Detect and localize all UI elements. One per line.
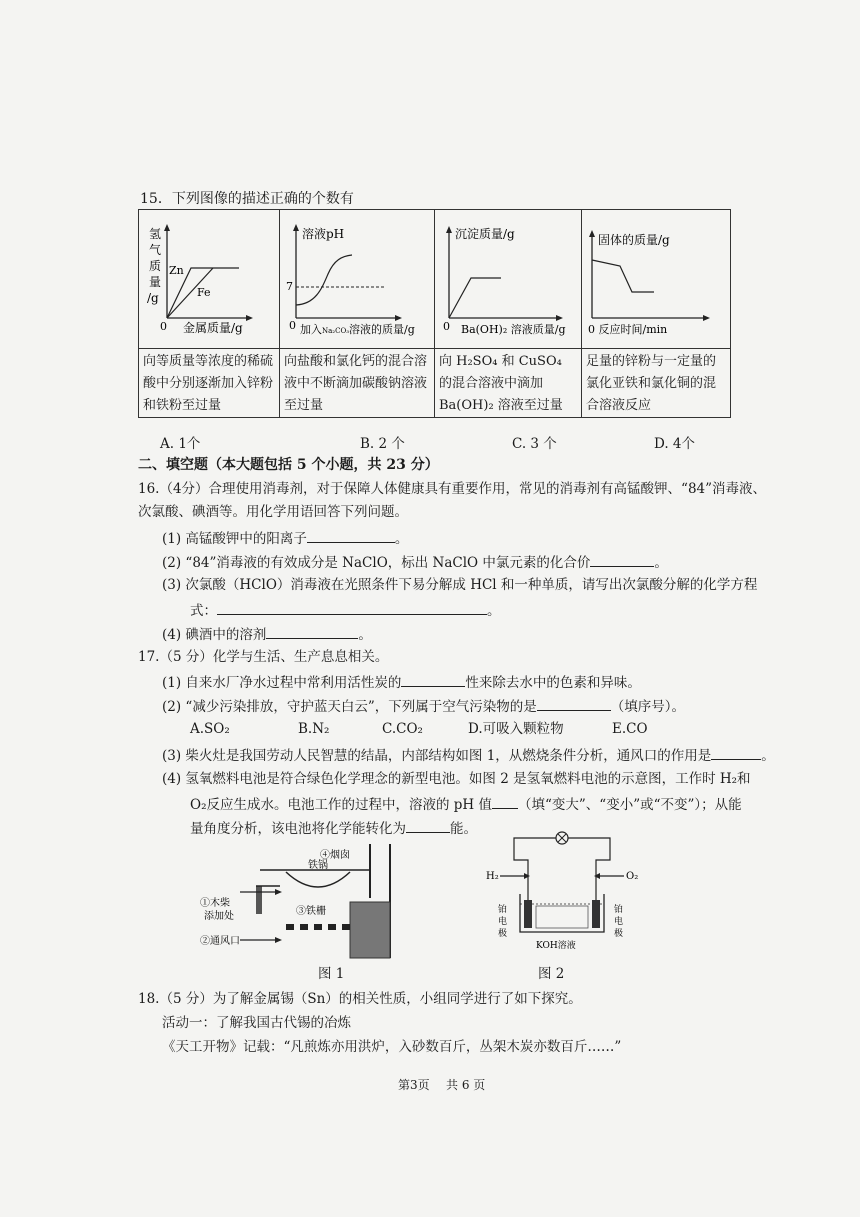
q17-p3-text: (3) 柴火灶是我国劳动人民智慧的结晶，内部结构如图 1，从燃烧条件分析，通风口的作用是	[162, 748, 712, 764]
fig2-o2-label: O₂	[626, 871, 639, 882]
q16-stem-2: 次氯酸、碘酒等。用化学用语回答下列问题。	[138, 504, 408, 520]
fig1-vent-label: ②通风口	[200, 936, 240, 947]
g2-origin: 0	[289, 319, 296, 332]
q16-part-3b	[190, 600, 501, 620]
g3-xlabel: Ba(OH)₂ 溶液质量/g	[461, 323, 566, 336]
fig1-pot-label: 铁锅	[308, 860, 328, 871]
q18-stem: 18.（5 分）为了解金属锡（Sn）的相关性质，小组同学进行了如下探究。	[138, 991, 582, 1007]
fig2-pl1-1: 电	[498, 917, 508, 927]
q15-option-c: C. 3 个	[512, 436, 557, 452]
q17-p4b1: O₂反应生成水。电池工作的过程中，溶液的 pH 值	[190, 797, 492, 813]
q17-p4b2: （填“变大”、“变小”或“不变”）；从能	[517, 797, 742, 813]
q15-graph-table	[138, 209, 731, 418]
q17-part-3	[162, 745, 775, 765]
fig2-pl2-2: 极	[614, 929, 624, 939]
figure-1-caption: 图 1	[318, 966, 345, 982]
q17-choice-c: C.CO₂	[382, 721, 423, 737]
q17-part-4b	[190, 794, 742, 814]
q16-p2-text: (2) “84”消毒液的有效成分是 NaClO，标出 NaClO 中氯元素的化合价	[162, 555, 591, 571]
q16-part-2	[162, 552, 668, 572]
q16-part-3a: (3) 次氯酸（HClO）消毒液在光照条件下易分解成 HCl 和一种单质，请写出次氯酸分解的化学方程	[162, 577, 758, 593]
graph-1	[139, 210, 279, 348]
q17-part-4a: (4) 氢氧燃料电池是符合绿色化学理念的新型电池。如图 2 是氢氧燃料电池的示意图，工作时 H₂和	[162, 771, 751, 787]
g2-ref-7: 7	[286, 280, 293, 293]
q17-part-4c	[190, 818, 477, 838]
fig1-wood-label-1: ①木柴	[200, 898, 230, 909]
q15-option-b: B. 2 个	[360, 436, 405, 452]
g3-origin: 0	[443, 320, 450, 333]
graph-4-desc: 足量的锌粉与一定量的氯化亚铁和氯化铜的混合溶液反应	[586, 354, 717, 413]
q18-quote: 《天工开物》记载：“凡煎炼亦用洪炉，入砂数百斤，丛架木炭亦数百斤……”	[162, 1039, 622, 1055]
graph-3	[435, 210, 581, 348]
g4-ylabel: 固体的质量/g	[598, 233, 670, 247]
graph-1-svg	[139, 210, 279, 348]
fig2-pl1-0: 铂	[498, 905, 508, 915]
figure-1-svg	[200, 840, 410, 962]
q17-p2a: (2) “减少污染排放，守护蓝天白云”，下列属于空气污染物的是	[162, 699, 537, 715]
fig1-wood-label-2: 添加处	[204, 911, 234, 922]
graph-1-desc: 向等质量等浓度的稀硫酸中分别逐渐加入锌粉和铁粉至过量	[143, 354, 274, 413]
g1-origin: 0	[160, 320, 167, 333]
figure-1	[200, 840, 410, 966]
q17-choice-a: A.SO₂	[190, 721, 230, 737]
q16-p4-blank[interactable]	[266, 624, 358, 639]
graph-3-desc: 向 H₂SO₄ 和 CuSO₄ 的混合溶液中滴加 Ba(OH)₂ 溶液至过量	[439, 354, 563, 413]
footer-page: 第3页	[398, 1078, 430, 1092]
q17-p4c1: 量角度分析，该电池将化学能转化为	[190, 821, 406, 837]
footer-total: 共 6 页	[446, 1078, 486, 1092]
graph-4	[582, 210, 730, 348]
graph-4-svg	[582, 210, 730, 348]
g1-fe-label: Fe	[197, 286, 211, 299]
q17-choice-e: E.CO	[612, 721, 648, 737]
q17-p4-blank-2[interactable]	[406, 818, 450, 833]
q17-p3-period: 。	[761, 748, 775, 764]
g1-ylabel-1: 气	[149, 243, 162, 257]
q16-stem-1: 16.（4分）合理使用消毒剂，对于保障人体健康具有重要作用，常见的消毒剂有高锰酸钾、“84”消毒液、	[138, 481, 767, 497]
q15-option-d: D. 4个	[654, 436, 696, 452]
g1-ylabel-0: 氢	[149, 227, 162, 241]
g1-ylabel-4: /g	[147, 291, 159, 305]
g2-xlabel	[300, 322, 415, 336]
q17-part-2	[162, 696, 685, 716]
g1-xlabel: 金属质量/g	[183, 321, 243, 335]
q16-p4-period: 。	[358, 627, 372, 643]
fig2-pl2-1: 电	[614, 917, 624, 927]
graph-2	[280, 210, 434, 348]
graph-2-desc: 向盐酸和氯化钙的混合溶液中不断滴加碳酸钠溶液至过量	[284, 354, 428, 413]
g2-xlabel-pre: 加入	[300, 323, 322, 336]
q16-p1-period: 。	[394, 531, 409, 547]
q18-activity-1: 活动一：了解我国古代锡的冶炼	[162, 1015, 351, 1031]
q16-p1-text: (1) 高锰酸钾中的阳离子	[162, 531, 307, 547]
g3-ylabel: 沉淀质量/g	[455, 227, 515, 241]
q15-option-a: A. 1个	[160, 436, 201, 452]
q17-p1-blank[interactable]	[401, 672, 465, 687]
fig2-pl2-0: 铂	[614, 905, 624, 915]
fig2-h2-label: H₂	[486, 871, 499, 882]
g1-ylabel-2: 质	[149, 259, 162, 273]
figure-2-caption: 图 2	[538, 966, 565, 982]
graph-2-svg	[280, 210, 434, 348]
q17-p3-blank[interactable]	[711, 745, 761, 760]
q17-p1a: (1) 自来水厂净水过程中常利用活性炭的	[162, 675, 402, 691]
q16-p2-blank[interactable]	[590, 552, 654, 567]
fig1-chimney-label: ④烟囱	[320, 850, 350, 861]
q17-choice-d: D.可吸入颗粒物	[468, 721, 564, 737]
q16-p2-period: 。	[654, 555, 668, 571]
q17-p1b: 性来除去水中的色素和异味。	[465, 675, 641, 691]
fig1-grate-label: ③铁栅	[296, 906, 326, 917]
graph-3-svg	[435, 210, 581, 348]
q17-p4c2: 能。	[450, 821, 477, 837]
q16-p3b-text: 式：	[190, 603, 217, 619]
q16-part-1	[162, 528, 408, 548]
figure-2-svg	[484, 830, 644, 956]
q16-p3-blank[interactable]	[217, 600, 487, 615]
g4-xlabel: 0 反应时间/min	[588, 323, 668, 336]
g2-xlabel-sub: Na₂CO₃	[322, 327, 350, 335]
g2-ylabel: 溶液pH	[302, 227, 345, 241]
q17-stem: 17.（5 分）化学与生活、生产息息相关。	[138, 649, 389, 665]
q15-stem: 15．下列图像的描述正确的个数有	[140, 191, 354, 207]
q17-part-1	[162, 672, 641, 692]
g2-xlabel-post: 溶液的质量/g	[349, 323, 415, 336]
figure-2	[484, 830, 644, 960]
q16-p4-text: (4) 碘酒中的溶剂	[162, 627, 267, 643]
g1-ylabel-3: 量	[149, 275, 162, 289]
fig2-koh-label: KOH溶液	[536, 941, 576, 951]
q17-choice-b: B.N₂	[298, 721, 330, 737]
q16-p3-period: 。	[487, 603, 501, 619]
q16-p1-blank[interactable]	[307, 528, 395, 543]
q16-part-4	[162, 624, 372, 644]
fig2-pl1-2: 极	[498, 929, 508, 939]
q17-p2-blank[interactable]	[537, 696, 611, 711]
g1-zn-label: Zn	[169, 264, 184, 277]
section-2-heading: 二、填空题（本大题包括 5 个小题，共 23 分）	[138, 457, 439, 473]
q17-p2b: （填序号）。	[610, 699, 685, 715]
q17-p4-blank-1[interactable]	[492, 794, 518, 809]
